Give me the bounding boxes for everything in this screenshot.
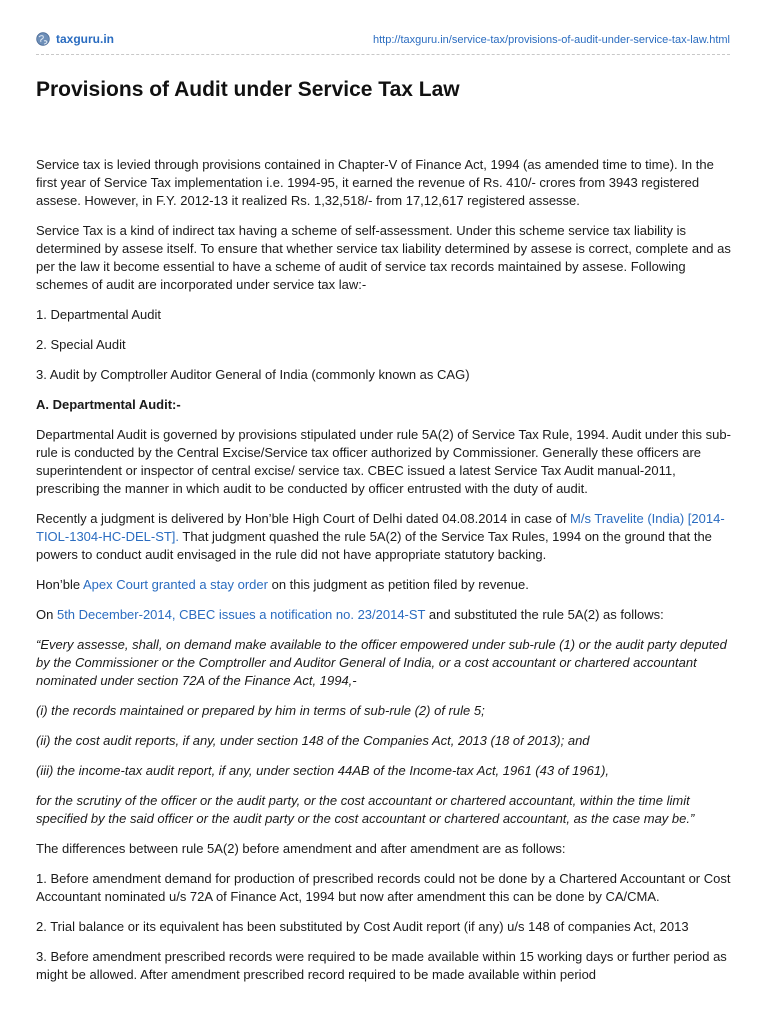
difference-1: 1. Before amendment demand for production of prescribed records could not be done by a Chartered Accountant or Cost Accountant nominated u/s 72A of Finance Act, 1994 but now after amendment this can be done by CA/CMA.: [36, 871, 731, 904]
page-title: Provisions of Audit under Service Tax Law: [36, 78, 460, 101]
quote-rule-intro: “Every assesse, shall, on demand make available to the officer empowered under sub-rule (1) or the audit party deputed by the Commissioner or the Comptroller and Auditor General of India, or a cost accountant or chartered accountant nominated under section 72A of the Finance Act, 1994,-: [36, 637, 727, 688]
quote-item-i: (i) the records maintained or prepared by him in terms of sub-rule (2) of rule 5;: [36, 703, 485, 718]
list-item-departmental-audit: 1. Departmental Audit: [36, 307, 162, 322]
section-heading-departmental-audit: A. Departmental Audit:-: [36, 397, 181, 412]
article-body: [36, 156, 732, 996]
paragraph-departmental-audit: Departmental Audit is governed by provisions stipulated under rule 5A(2) of Service Tax Rule, 1994. Audit under this sub-rule is conducted by the Central Excise/Service tax officer authorized by Commissioner. Generally these officers are superintendent or inspector of central excise/ service tax. CBEC issued a latest Service Tax Audit manual-2011, prescribing the manner in which audit to be conducted by officer entrusted with the duty of audit.: [36, 427, 731, 496]
globe-icon: [36, 32, 50, 46]
stay-order-link[interactable]: Apex Court granted a stay order: [82, 577, 268, 592]
paragraph-intro: Service tax is levied through provisions contained in Chapter-V of Finance Act, 1994 (as amended time to time). In the first year of Service Tax implementation i.e. 1994-95, it earned the revenue of Rs. 410/- crores from 3943 registered assese. However, in F.Y. 2012-13 it realized Rs. 1,32,518/- from 17,12,617 registered assesse.: [36, 157, 714, 208]
difference-2: 2. Trial balance or its equivalent has been substituted by Cost Audit report (if any) u/s 148 of companies Act, 2013: [36, 919, 689, 934]
paragraph-self-assessment: Service Tax is a kind of indirect tax having a scheme of self-assessment. Under this scheme service tax liability is determined by assese itself. To ensure that whether service tax liability determined by assese is correct, complete and as per the law it become essential to have a scheme of audit of service tax records maintained by assese. Following schemes of audit are incorporated under service tax law:-: [36, 223, 731, 292]
judgment-text-after: That judgment quashed the rule 5A(2) of the Service Tax Rules, 1994 on the ground that the powers to conduct audit envisaged in the rule did not have appropriate statutory backing.: [36, 529, 712, 562]
header-bar: [36, 30, 730, 55]
page-url[interactable]: http://taxguru.in/service-tax/provisions-of-audit-under-service-tax-law.html: [372, 34, 730, 46]
stay-text-before: Hon’ble: [36, 577, 83, 592]
paragraph-judgment: [36, 510, 732, 564]
difference-3: 3. Before amendment prescribed records were required to be made available within 15 working days or further period as might be allowed. After amendment prescribed record required to be made available within period: [36, 949, 727, 982]
paragraph-differences: The differences between rule 5A(2) before amendment and after amendment are as follows:: [36, 841, 566, 856]
site-brand[interactable]: [36, 32, 114, 46]
paragraph-notification: [36, 606, 732, 624]
notification-link[interactable]: 5th December-2014, CBEC issues a notification no. 23/2014-ST: [56, 607, 426, 622]
notification-text-before: On: [36, 607, 57, 622]
quote-item-iii: (iii) the income-tax audit report, if any, under section 44AB of the Income-tax Act, 1961 (43 of 1961),: [36, 763, 610, 778]
stay-text-after: on this judgment as petition filed by revenue.: [267, 577, 529, 592]
quote-item-ii: (ii) the cost audit reports, if any, under section 148 of the Companies Act, 2013 (18 of 2013); and: [36, 733, 590, 748]
notification-text-after: and substituted the rule 5A(2) as follows:: [425, 607, 664, 622]
quote-scrutiny: for the scrutiny of the officer or the audit party, or the cost accountant or chartered accountant, within the time limit specified by the said officer or the audit party or the cost accountant or chartered accountant, as the case may be.”: [36, 793, 695, 826]
travelite-case-link[interactable]: M/s Travelite (India) [2014-TIOL-1304-HC-DEL-ST].: [36, 511, 725, 544]
list-item-special-audit: 2. Special Audit: [36, 337, 126, 352]
judgment-text-before: Recently a judgment is delivered by Hon’ble High Court of Delhi dated 04.08.2014 in case of: [36, 511, 571, 526]
paragraph-stay-order: [36, 576, 732, 594]
list-item-cag-audit: 3. Audit by Comptroller Auditor General of India (commonly known as CAG): [36, 367, 470, 382]
site-name[interactable]: taxguru.in: [56, 32, 115, 46]
